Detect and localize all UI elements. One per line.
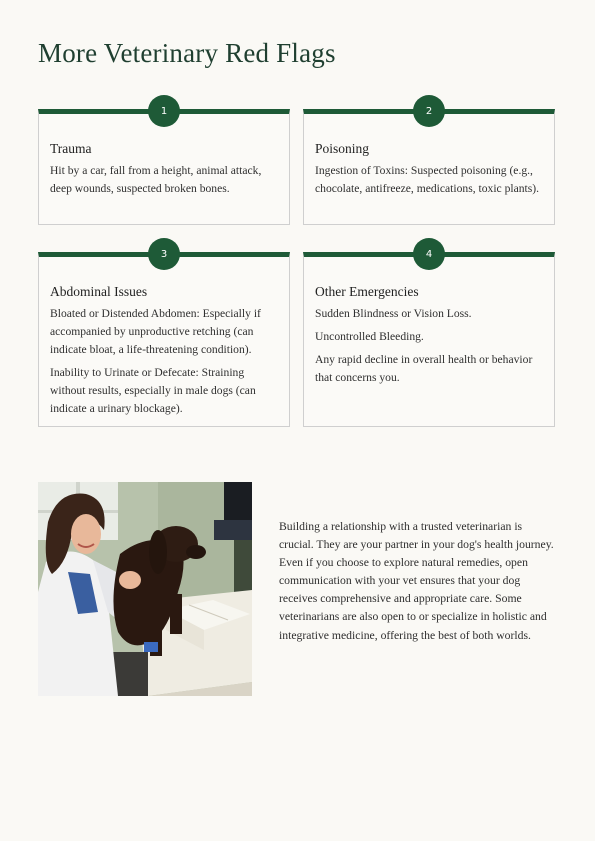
vet-with-dog-photo bbox=[38, 482, 252, 696]
page-title: More Veterinary Red Flags bbox=[38, 38, 336, 68]
card-paragraph: Bloated or Distended Abdomen: Especially if accompanied by unproductive retching (can indicate bloat, a life-threatening condition). bbox=[50, 307, 261, 356]
card-body bbox=[315, 305, 544, 392]
step-number-badge: 1 bbox=[148, 95, 180, 127]
card-title: Poisoning bbox=[315, 141, 370, 156]
red-flag-card-poisoning bbox=[303, 105, 555, 225]
card-body bbox=[315, 162, 544, 203]
card-title: Trauma bbox=[50, 141, 92, 156]
card-paragraph: Inability to Urinate or Defecate: Straining without results, especially in male dogs (can indicate a urinary blockage). bbox=[50, 366, 256, 415]
card-paragraph: Ingestion of Toxins: Suspected poisoning (e.g., chocolate, antifreeze, medications, toxic plants). bbox=[315, 164, 540, 195]
red-flag-card-trauma bbox=[38, 105, 290, 225]
card-paragraph: Any rapid decline in overall health or behavior that concerns you. bbox=[315, 353, 533, 384]
step-number-badge: 3 bbox=[148, 238, 180, 270]
card-body bbox=[50, 305, 279, 423]
card-paragraph: Uncontrolled Bleeding. bbox=[315, 330, 424, 343]
vet-relationship-paragraph: Building a relationship with a trusted veterinarian is crucial. They are your partner in your dog's health journey. Even if you choose to explore natural remedies, open communication with your vet ensures that your dog receives comprehensive and appropriate care. Some veterinarians are also open to or specialize in holistic and integrative medicine, offering the best of both worlds. bbox=[279, 520, 554, 642]
card-title: Abdominal Issues bbox=[50, 284, 148, 299]
red-flag-card-other bbox=[303, 248, 555, 427]
card-title: Other Emergencies bbox=[315, 284, 419, 299]
step-number-badge: 2 bbox=[413, 95, 445, 127]
red-flag-card-abdominal bbox=[38, 248, 290, 427]
card-body bbox=[50, 162, 279, 203]
card-paragraph: Hit by a car, fall from a height, animal attack, deep wounds, suspected broken bones. bbox=[50, 164, 262, 195]
step-number-badge: 4 bbox=[413, 238, 445, 270]
card-paragraph: Sudden Blindness or Vision Loss. bbox=[315, 307, 472, 320]
